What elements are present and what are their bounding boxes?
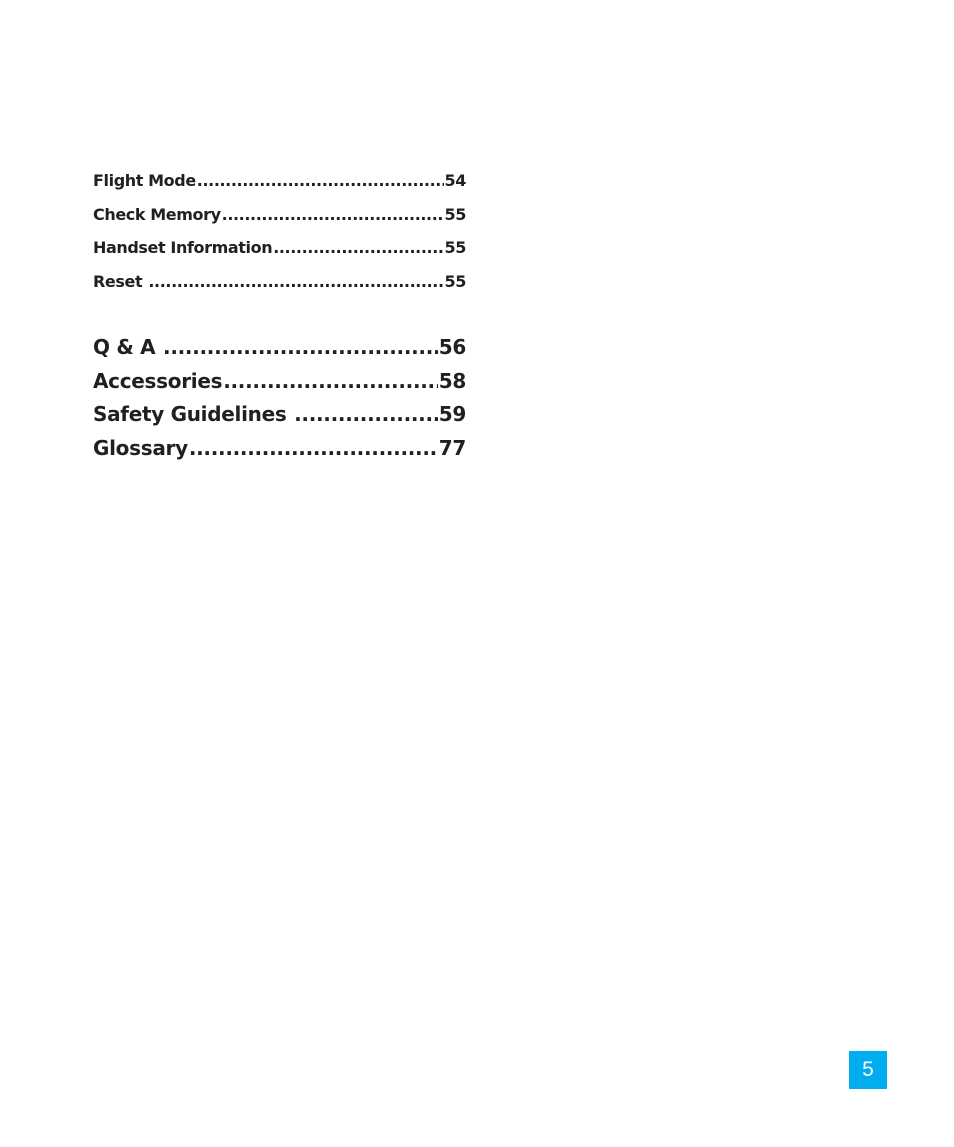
toc-leader-dots — [163, 333, 438, 361]
toc-entry-label: Safety Guidelines — [93, 402, 294, 427]
toc-entry-label: Q & A — [93, 335, 163, 359]
toc-entry-page: 77 — [438, 436, 466, 461]
toc-entry-glossary[interactable] — [93, 434, 466, 468]
toc-main-section — [93, 333, 466, 468]
toc-entry-label: Accessories — [93, 368, 223, 393]
toc-entry-handset-information[interactable] — [93, 235, 466, 269]
page-number-badge: 5 — [849, 1051, 887, 1089]
toc-entry-flight-mode[interactable] — [93, 168, 466, 202]
toc-sub-section — [93, 168, 466, 303]
toc-entry-page: 56 — [438, 335, 466, 359]
toc-entry-page: 55 — [444, 238, 466, 258]
toc-entry-page: 58 — [438, 368, 466, 393]
toc-entry-reset[interactable] — [93, 269, 466, 303]
toc-entry-label: Check Memory — [93, 204, 221, 224]
toc-entry-label: Glossary — [93, 436, 188, 461]
toc-entry-page: 55 — [444, 204, 466, 224]
toc-entry-page: 54 — [444, 171, 466, 190]
toc-entry-label: Handset Information — [93, 238, 273, 258]
toc-leader-dots — [222, 202, 444, 228]
toc-leader-dots — [273, 235, 443, 261]
toc-entry-label: Flight Mode — [93, 171, 196, 190]
toc-entry-check-memory[interactable] — [93, 202, 466, 236]
toc-leader-dots — [294, 400, 438, 428]
toc-leader-dots — [223, 367, 438, 395]
toc-leader-dots — [197, 168, 444, 194]
toc-entry-q-and-a[interactable] — [93, 333, 466, 367]
toc-entry-accessories[interactable] — [93, 367, 466, 401]
toc-leader-dots — [189, 434, 438, 462]
toc-entry-page: 55 — [444, 272, 466, 292]
toc-entry-safety-guidelines[interactable] — [93, 400, 466, 434]
toc-leader-dots — [148, 269, 443, 295]
toc-entry-label: Reset — [93, 272, 148, 292]
toc-entry-page: 59 — [438, 402, 466, 427]
